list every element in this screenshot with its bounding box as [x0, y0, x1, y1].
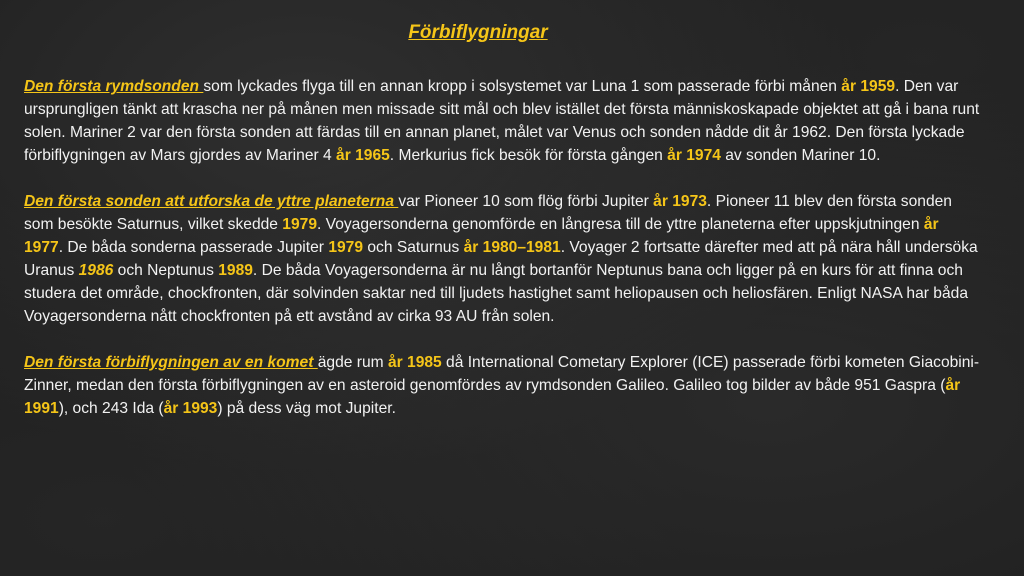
paragraph-outer-planets	[24, 190, 980, 328]
text-run: som lyckades flyga till en annan kropp i solsystemet var Luna 1 som passerade förbi månen	[203, 78, 842, 95]
year-highlight: år 1974	[667, 147, 721, 164]
year-highlight: år 1977	[24, 216, 939, 256]
text-run: ) på dess väg mot Jupiter.	[217, 400, 396, 417]
text-run: . De båda Voyagersonderna är nu långt bortanför Neptunus bana och ligger på en kurs för att finna och studera det område, chockfronten, där solvinden saktar ned till ljudets hastighet samt heliopausen och heliosfären. Enligt NASA har båda Voyagersonderna nått chockfronten på ett avstånd av cirka 93 AU från solen.	[24, 262, 968, 325]
text-run: ägde rum	[317, 354, 388, 371]
text-run: . Voyagersonderna genomförde en långresa till de yttre planeterna efter uppskjutningen	[317, 216, 924, 233]
year-highlight: år 1980–1981	[463, 239, 561, 256]
year-highlight: 1989	[218, 262, 253, 279]
text-run: var Pioneer 10 som flög förbi Jupiter	[398, 193, 654, 210]
lead-phrase: Den första sonden att utforska de yttre planeterna	[24, 193, 399, 210]
text-run: . Voyager 2 fortsatte därefter med att på nära håll undersöka Uranus	[24, 239, 978, 279]
year-highlight: år 1991	[24, 377, 961, 417]
paragraph-first-probe	[24, 75, 980, 167]
text-run: ), och 243 Ida (	[58, 400, 164, 417]
text-run: . Pioneer 11 blev den första sonden som besökte Saturnus, vilket skedde	[24, 193, 952, 233]
year-highlight: 1979	[282, 216, 317, 233]
paragraph-comet-flyby	[24, 351, 980, 420]
text-run: och Saturnus	[363, 239, 464, 256]
text-run: av sonden Mariner 10.	[720, 147, 881, 164]
year-highlight: 1986	[78, 262, 114, 279]
text-run: då International Cometary Explorer (ICE) passerade förbi kometen Giacobini-Zinner, medan den första förbiflygningen av en asteroid genomfördes av rymdsonden Galileo. Galileo tog bilder av både 951 Gaspra (	[24, 354, 980, 394]
year-highlight: år 1959	[841, 78, 896, 95]
text-run: . Den var ursprungligen tänkt att krascha ner på månen men missade sitt mål och blev istället det första människoskapade objektet att gå i bana runt solen. Mariner 2 var den första sonden att färdas till en annan planet, målet var Venus och sonden nådde dit år 1962. Den första lyckade förbiflygningen av Mars gjordes av Mariner 4	[24, 78, 980, 164]
text-run: . Merkurius fick besök för första gången	[389, 147, 668, 164]
year-highlight: år 1965	[336, 147, 390, 164]
slide-body	[24, 75, 980, 443]
lead-phrase: Den första förbiflygningen av en komet	[24, 354, 318, 371]
year-highlight: år 1973	[653, 193, 707, 210]
lead-phrase: Den första rymdsonden	[24, 78, 204, 95]
year-highlight: 1979	[328, 239, 364, 256]
text-run: och Neptunus	[113, 262, 219, 279]
text-run: . De båda sonderna passerade Jupiter	[58, 239, 329, 256]
year-highlight: år 1985	[387, 354, 442, 371]
slide-title: Förbiflygningar	[408, 22, 548, 43]
year-highlight: år 1993	[163, 400, 218, 417]
